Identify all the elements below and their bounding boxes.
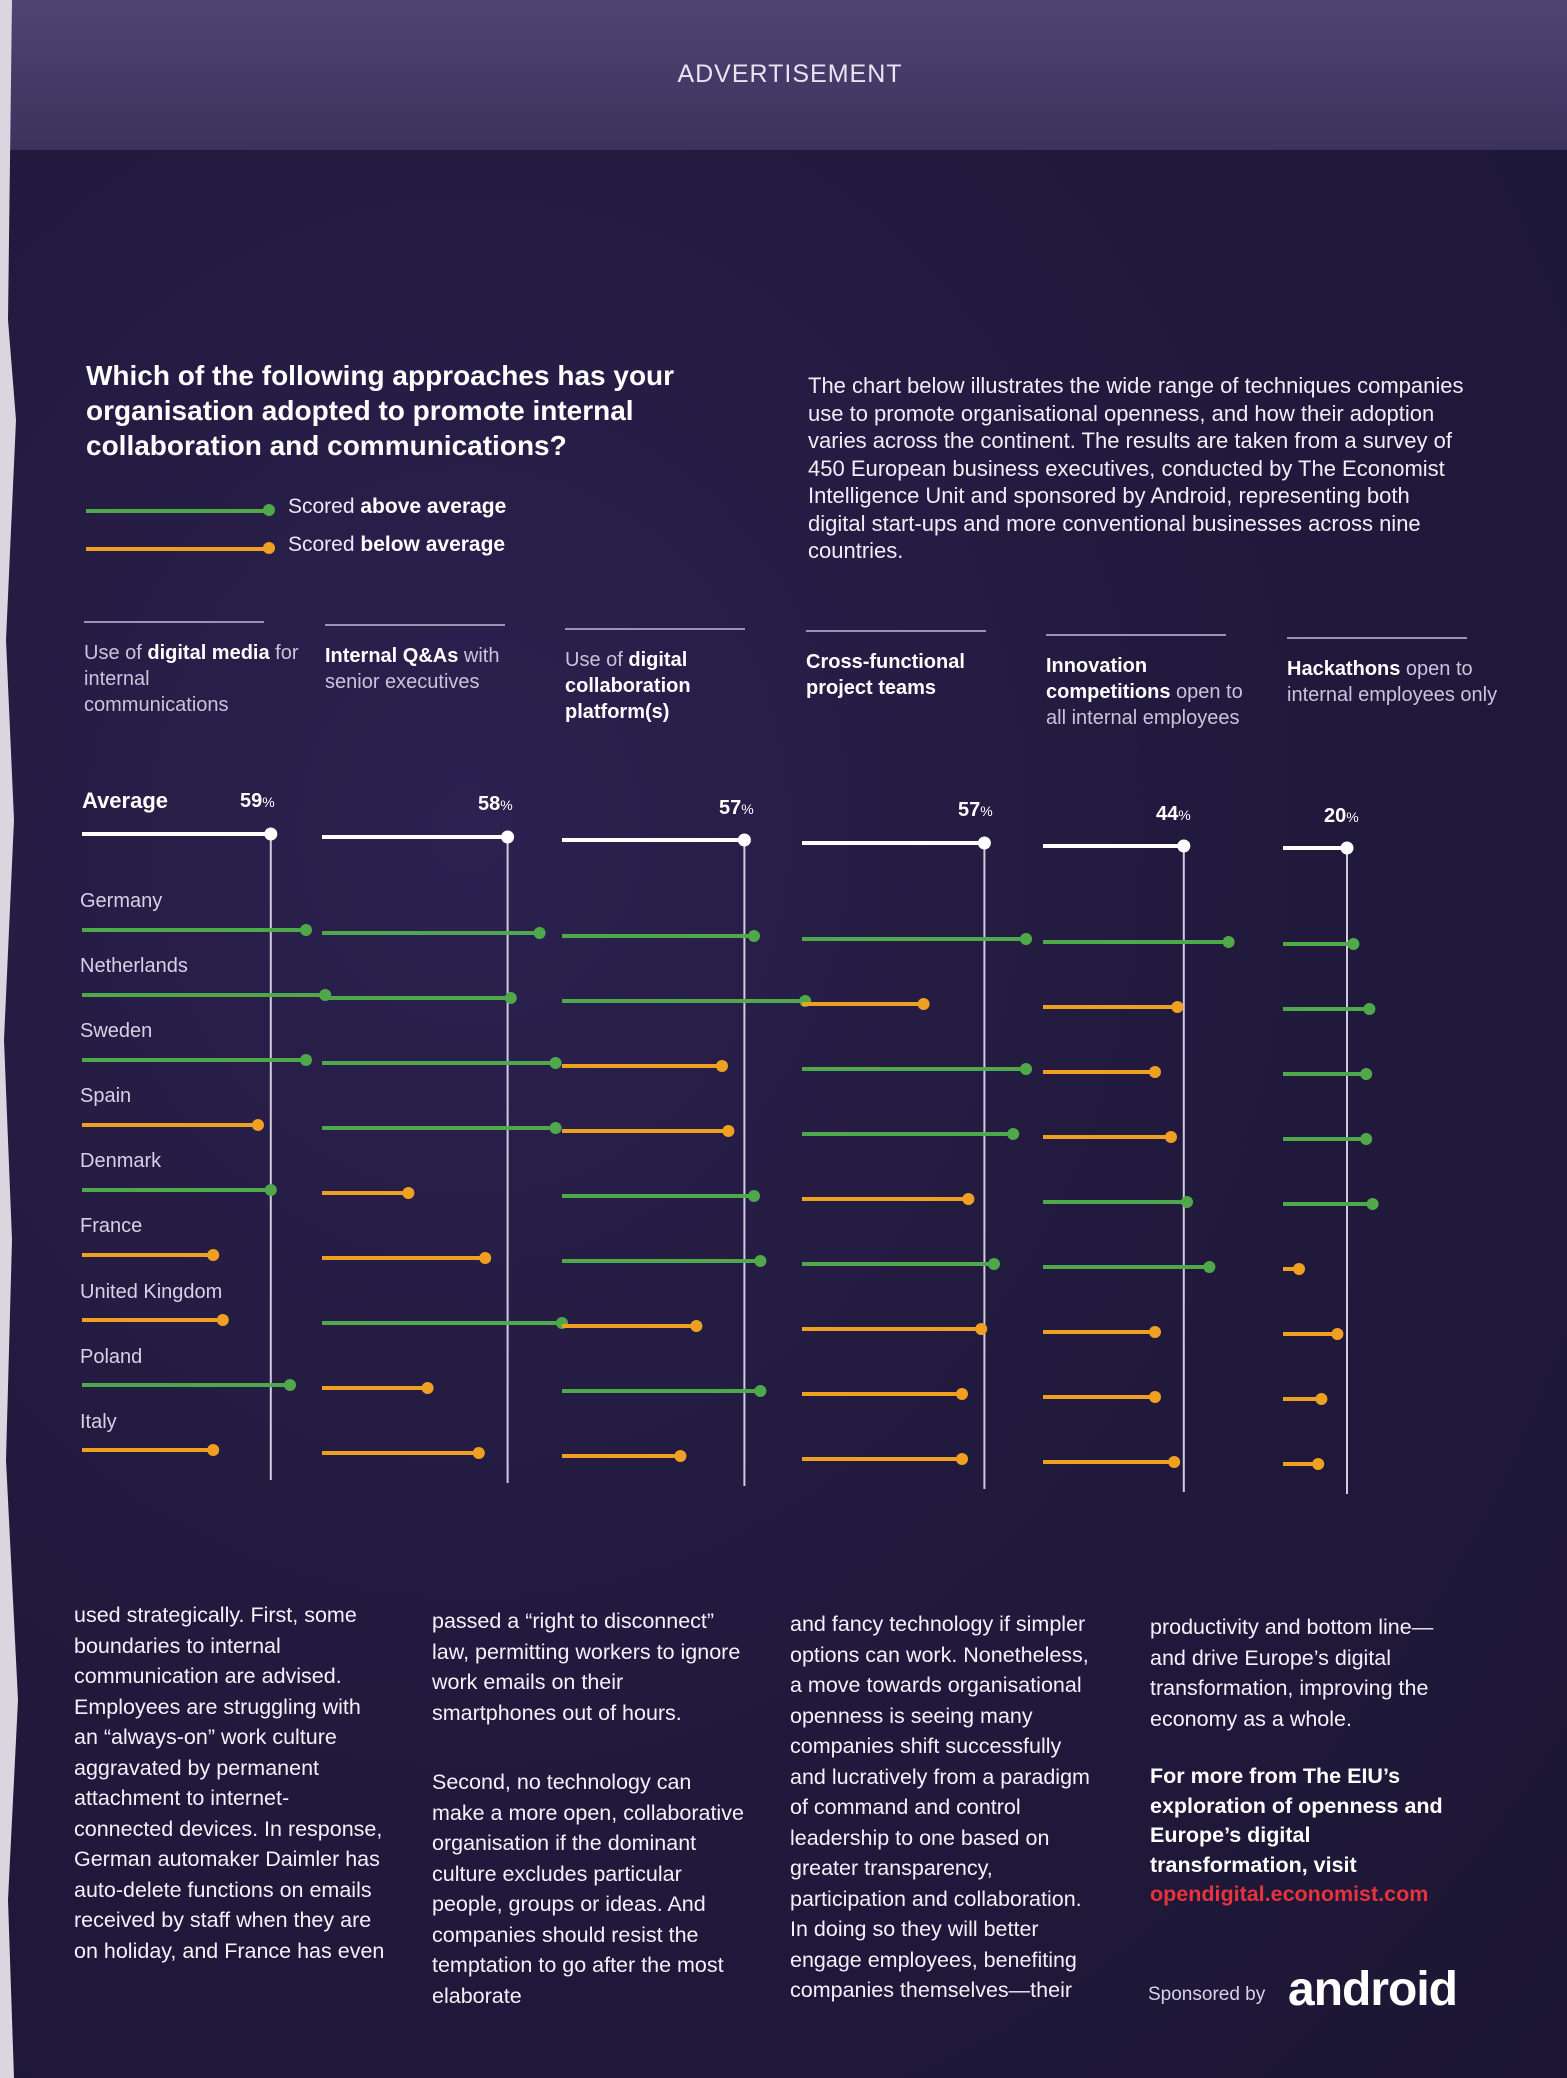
country-dot [1315, 1393, 1327, 1405]
country-dot [1312, 1458, 1324, 1470]
column-header-hackathons: Hackathons open to internal employees only [1287, 658, 1498, 706]
country-label-italy: Italy [80, 1411, 117, 1433]
average-dot [1177, 840, 1190, 853]
country-dot [550, 1122, 562, 1134]
country-dot [550, 1057, 562, 1069]
country-dot [722, 1125, 734, 1137]
country-dot [690, 1320, 702, 1332]
country-dot [1203, 1261, 1215, 1273]
body-column-2a: passed a “right to disconnect” law, permitting workers to ignore work emails on their smartphones out of hours. [432, 1609, 741, 1725]
country-dot [918, 998, 930, 1010]
chart-question: Which of the following approaches has your organisation adopted to promote internal collaboration and communications? [86, 360, 675, 461]
country-dot [956, 1453, 968, 1465]
country-dot [754, 1385, 766, 1397]
android-logo: android [1288, 1963, 1457, 2016]
average-value-4: 57% [958, 799, 993, 821]
country-dot [1367, 1198, 1379, 1210]
intro-text: The chart below illustrates the wide range of techniques companies use to promote organisational openness, and how their adoption varies across the continent. The results are taken from a survey of 450 European business executives, conducted by The Economist Intelligence Unit and sponsored by Android, representing both digital start-ups and more conventional businesses across nine countries. [808, 373, 1464, 563]
legend-below-text: Scored below average [288, 533, 506, 556]
country-label-netherlands: Netherlands [80, 955, 188, 977]
body-column-4: productivity and bottom line—and drive Europe’s digital transformation, improving the economy as a whole. [1150, 1615, 1434, 1731]
country-dot [1165, 1131, 1177, 1143]
column-header-innovation-competitions: Innovation competitions open to all internal employees [1046, 655, 1243, 729]
country-label-germany: Germany [80, 890, 163, 912]
country-dot [207, 1444, 219, 1456]
country-dot [1181, 1196, 1193, 1208]
country-dot [674, 1450, 686, 1462]
column-header-collaboration-platforms: Use of digital collaboration platform(s) [565, 649, 691, 723]
call-to-action [1150, 1762, 1470, 1910]
country-dot [1363, 1003, 1375, 1015]
average-value-3: 57% [719, 797, 754, 819]
country-dot [479, 1252, 491, 1264]
country-dot [1331, 1328, 1343, 1340]
body-column-2b: Second, no technology can make a more open, collaborative organisation if the dominant culture excludes particular people, groups or ideas. And companies should resist the temptation to go after the most elaborate [432, 1770, 744, 2008]
country-label-poland: Poland [80, 1346, 143, 1368]
column-header-digital-media: Use of digital media for internal communications [84, 642, 299, 716]
country-dot [748, 1190, 760, 1202]
average-label: Average [82, 788, 169, 813]
average-dot [501, 831, 514, 844]
country-dot [1149, 1066, 1161, 1078]
country-dot [956, 1388, 968, 1400]
country-dot [473, 1447, 485, 1459]
average-dot [1341, 842, 1354, 855]
country-dot [716, 1060, 728, 1072]
country-dot [252, 1119, 264, 1131]
body-column-1: used strategically. First, some boundaries to internal communication are advised. Employees are struggling with an “always-on” work culture aggravated by permanent attachment to internet-connected devices. In response, German automaker Daimler has auto-delete functions on emails received by staff when they are on holiday, and France has even [74, 1603, 385, 1963]
country-dot [284, 1379, 296, 1391]
country-dot [402, 1187, 414, 1199]
country-dot [1360, 1133, 1372, 1145]
country-label-france: France [80, 1215, 143, 1237]
country-dot [1347, 938, 1359, 950]
country-dot [1293, 1263, 1305, 1275]
column-header-internal-qas: Internal Q&As with senior executives [325, 645, 500, 693]
average-dot [978, 837, 991, 850]
country-dot [1223, 936, 1235, 948]
column-header-cross-functional: Cross-functional project teams [806, 651, 965, 699]
legend-above-text: Scored above average [288, 495, 507, 518]
country-label-denmark: Denmark [80, 1150, 162, 1172]
country-dot [217, 1314, 229, 1326]
country-dot [265, 1184, 277, 1196]
average-dot [264, 828, 277, 841]
country-dot [300, 1054, 312, 1066]
cta-url-link[interactable]: opendigital.economist.com [1150, 1882, 1429, 1906]
country-dot [1168, 1456, 1180, 1468]
country-dot [1007, 1128, 1019, 1140]
average-value-2: 58% [478, 793, 513, 815]
country-dot [1149, 1326, 1161, 1338]
country-dot [1020, 933, 1032, 945]
country-dot [207, 1249, 219, 1261]
country-dot [1171, 1001, 1183, 1013]
country-dot [534, 927, 546, 939]
country-dot [1149, 1391, 1161, 1403]
country-dot [1020, 1063, 1032, 1075]
country-label-united-kingdom: United Kingdom [80, 1281, 223, 1303]
country-dot [975, 1323, 987, 1335]
country-dot [988, 1258, 1000, 1270]
country-dot [1360, 1068, 1372, 1080]
country-label-sweden: Sweden [80, 1020, 153, 1042]
country-dot [962, 1193, 974, 1205]
body-column-3: and fancy technology if simpler options can work. Nonetheless, a move towards organisational openness is seeing many companies shift successfully and lucratively from a paradigm of command and control leadership to one based on greater transparency, participation and collaboration. In doing so they will better engage employees, benefiting companies themselves—their [790, 1612, 1090, 2002]
average-value-1: 59% [240, 790, 275, 812]
country-dot [748, 930, 760, 942]
country-dot [300, 924, 312, 936]
country-dot [505, 992, 517, 1004]
average-value-6: 20% [1324, 805, 1359, 827]
average-value-5: 44% [1156, 803, 1191, 825]
sponsored-by-label: Sponsored by [1148, 1984, 1266, 2005]
average-dot [738, 834, 751, 847]
country-dot [754, 1255, 766, 1267]
cta-text: For more from The EIU’s exploration of openness and Europe’s digital transformation, visit [1150, 1764, 1443, 1877]
country-dot [422, 1382, 434, 1394]
country-label-spain: Spain [80, 1085, 132, 1107]
advertisement-label: ADVERTISEMENT [677, 60, 903, 88]
